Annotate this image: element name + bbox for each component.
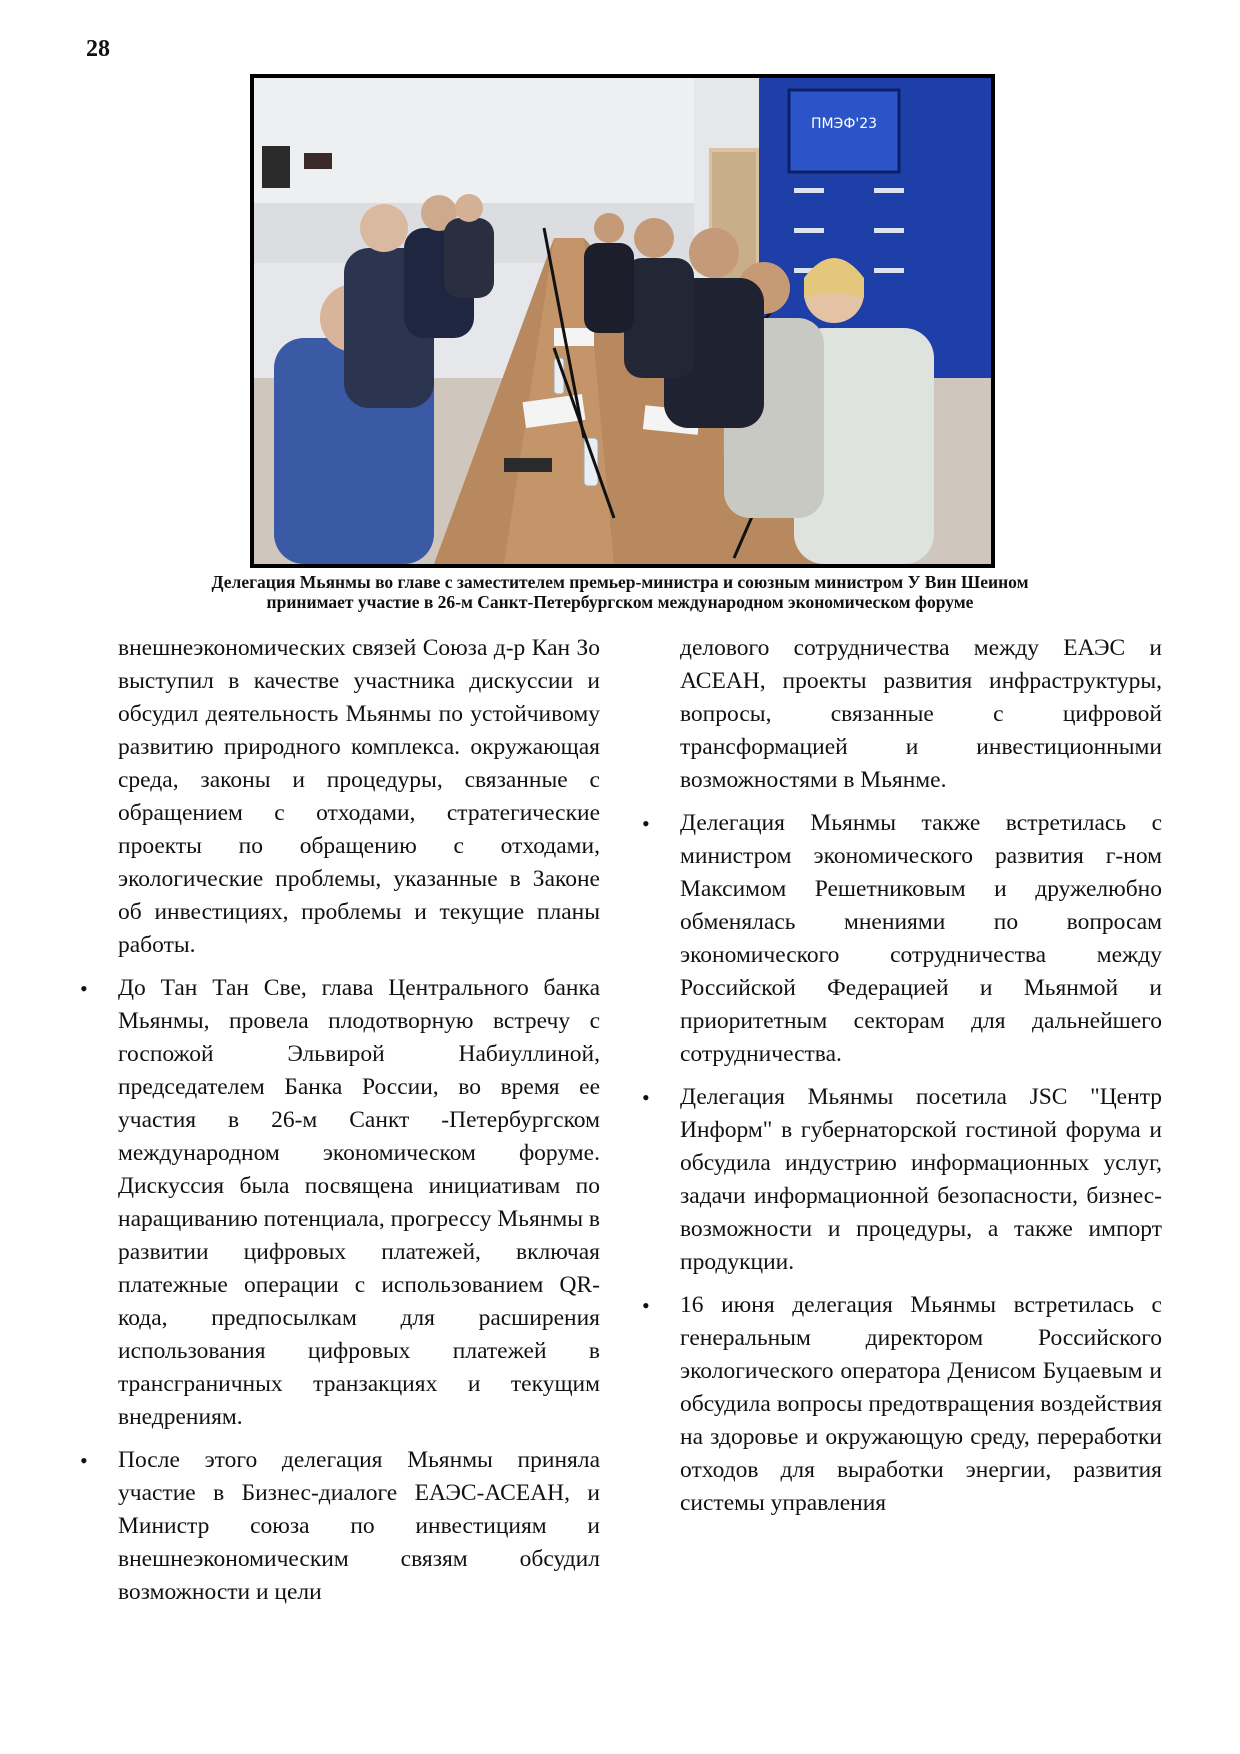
meeting-photo-illustration — [254, 78, 991, 564]
caption-line-2: принимает участие в 26-м Санкт-Петербургском международном экономическом форуме — [266, 592, 974, 612]
bullet-item: • До Тан Тан Све, глава Центрального банка Мьянмы, провела плодотворную встречу с госпожой Эльвирой Набиуллиной, председателем Банка России, во время ее участия в 26-м Санкт -Петербургском международном экономическом форуме. Дискуссия была посвящена инициативам по наращиванию потенциала, прогрессу Мьянмы в развитии цифровых платежей, включая платежные операции с использованием QR-кода, предпосылкам для расширения использования цифровых платежей в трансграничных транзакциях и текущим внедрениям. — [118, 972, 600, 1434]
page-number: 28 — [86, 36, 110, 62]
right-bullet-list — [680, 807, 1162, 1520]
left-intro-paragraph: внешнеэкономических связей Союза д-р Кан Зо выступил в качестве участника дискуссии и обсудил деятельность Мьянмы по устойчивому развитию природного комплекса. окружающая среда, законы и процедуры, связанные с обращением с отходами, стратегические проекты по обращению с отходами, экологические проблемы, указанные в Законе об инвестициях, проблемы и текущие планы работы. — [118, 635, 600, 958]
caption-line-1: Делегация Мьянмы во главе с заместителем премьер-министра и союзным министром У Вин Шеином — [211, 572, 1029, 592]
bullet-item: • Делегация Мьянмы посетила JSC "Центр Информ" в губернаторской гостиной форума и обсудила индустрию информационных услуг, задачи информационной безопасности, бизнес-возможности и процедуры, а также импорт продукции. — [680, 1081, 1162, 1279]
left-bullet-list — [118, 972, 600, 1609]
right-column — [680, 632, 1162, 1520]
photo-caption — [110, 572, 1130, 612]
bullet-item: • После этого делегация Мьянмы приняла участие в Бизнес-диалоге ЕАЭС-АСЕАН, и Министр союза по инвестициям и внешнеэкономическим связям обсудил возможности и цели — [118, 1444, 600, 1609]
bullet-item: • Делегация Мьянмы также встретилась с министром экономического развития г-ном Максимом Решетниковым и дружелюбно обменялась мнениями по вопросам экономического сотрудничества между Российской Федерацией и Мьянмой и приоритетным секторам для дальнейшего сотрудничества. — [680, 807, 1162, 1071]
right-intro-paragraph: делового сотрудничества между ЕАЭС и АСЕАН, проекты развития инфраструктуры, вопросы, связанные с цифровой трансформацией и инвестиционными возможностями в Мьянме. — [680, 635, 1162, 793]
screen-text: ПМЭФ'23 — [810, 116, 878, 132]
left-column — [118, 632, 600, 1609]
conference-photo — [250, 74, 995, 568]
bullet-item: • 16 июня делегация Мьянмы встретилась с генеральным директором Российского экологического оператора Денисом Буцаевым и обсудила вопросы предотвращения воздействия на здоровье и окружающую среду, переработки отходов для выработки энергии, развития системы управления — [680, 1289, 1162, 1520]
